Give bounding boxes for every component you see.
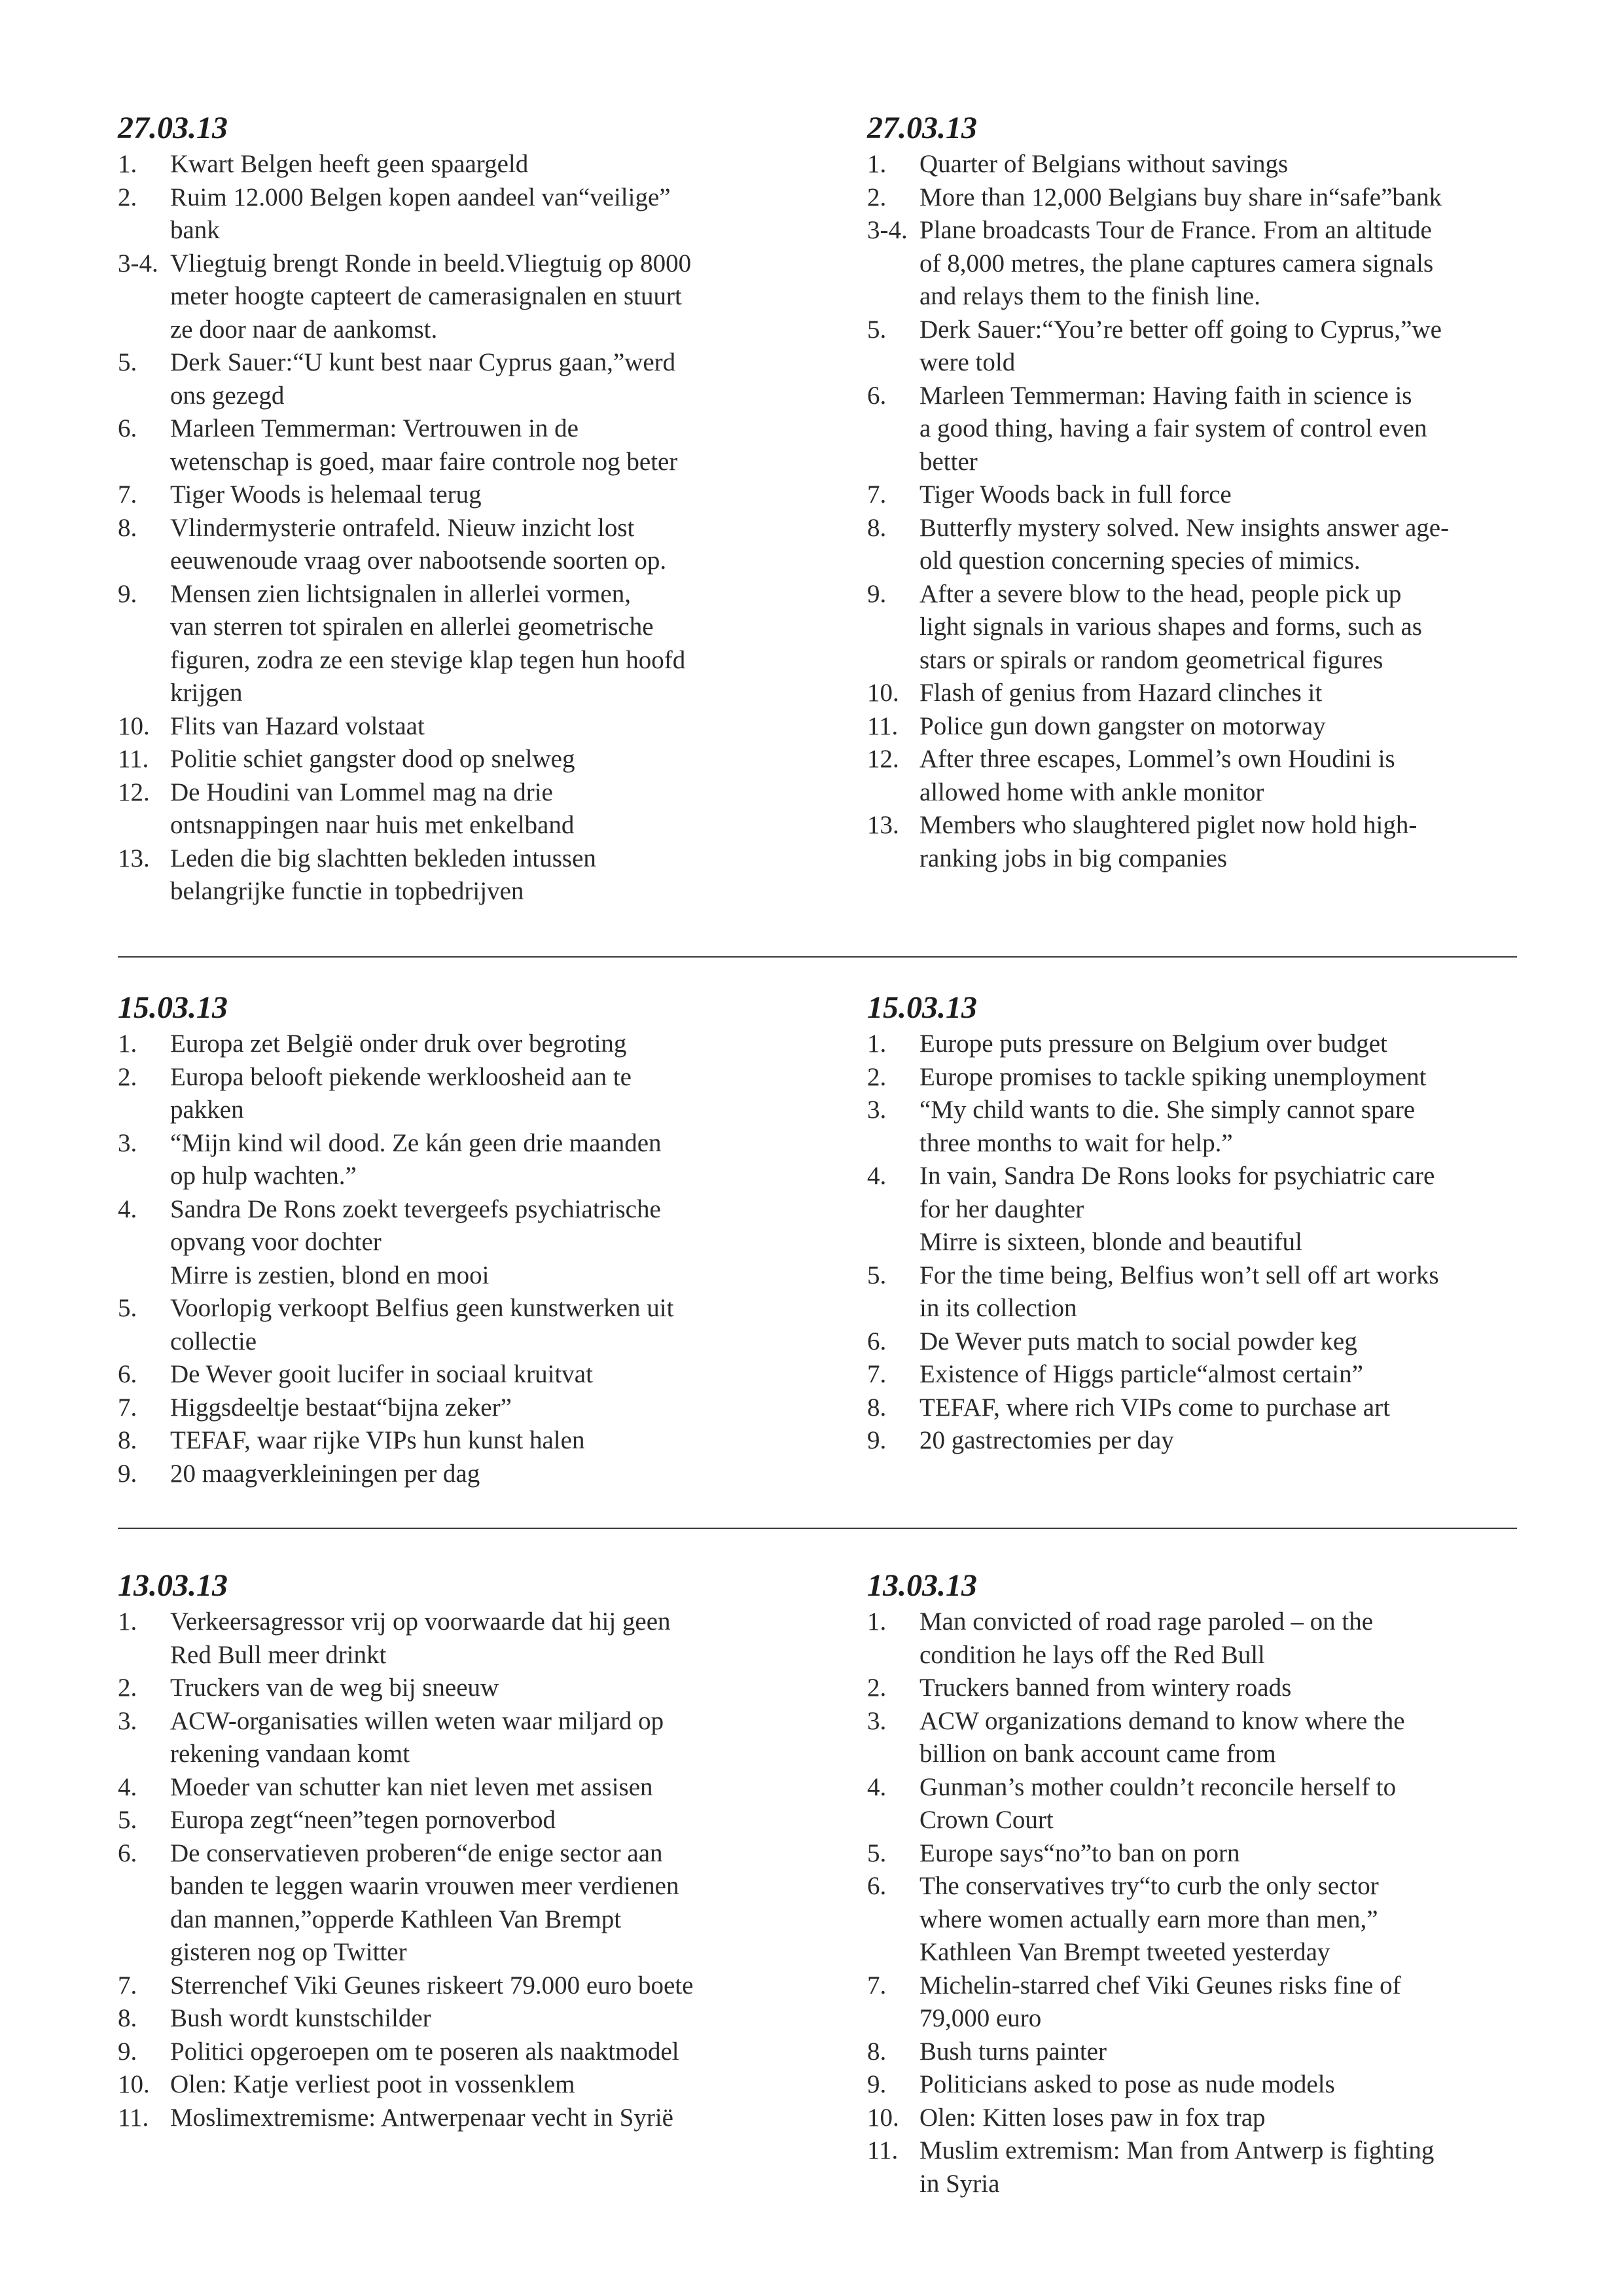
headline-line: Muslim extremism: Man from Antwerp is fighting — [919, 2136, 1435, 2164]
headline-item — [118, 1292, 812, 1358]
headline-item — [867, 181, 1561, 215]
item-number: 12. — [118, 778, 150, 806]
item-number: 8. — [867, 1393, 887, 1422]
headline-line: Olen: Kitten loses paw in fox trap — [919, 2103, 1266, 2132]
item-number: 5. — [118, 1294, 137, 1322]
date-heading: 13.03.13 — [118, 1568, 228, 1603]
item-number: 11. — [118, 2103, 149, 2132]
headline-line: De Wever gooit lucifer in sociaal kruitvat — [170, 1360, 593, 1388]
headline-line: op hulp wachten.” — [170, 1162, 357, 1190]
headline-item — [867, 2068, 1561, 2102]
headline-item — [118, 247, 812, 347]
headline-line: Europa zegt“neen”tegen pornoverbod — [170, 1806, 556, 1834]
headline-line: of 8,000 metres, the plane captures camera signals — [919, 249, 1434, 278]
headline-line: Kathleen Van Brempt tweeted yesterday — [919, 1938, 1330, 1966]
date-heading: 15.03.13 — [867, 990, 977, 1025]
headline-line: “Mijn kind wil dood. Ze kán geen drie maanden — [170, 1128, 662, 1157]
headline-line: Sterrenchef Viki Geunes riskeert 79.000 euro boete — [170, 1971, 694, 2000]
headline-line: Europe says“no”to ban on porn — [919, 1839, 1240, 1867]
headline-item — [118, 2002, 812, 2036]
item-number: 4. — [867, 1162, 887, 1190]
headline-line: Bush wordt kunstschilder — [170, 2004, 431, 2032]
headline-item — [118, 2102, 812, 2135]
headline-item — [118, 1705, 812, 1771]
headline-line: Mirre is zestien, blond en mooi — [170, 1261, 490, 1289]
headline-line: The conservatives try“to curb the only sector — [919, 1872, 1379, 1900]
headline-line: Europe puts pressure on Belgium over budget — [919, 1030, 1387, 1058]
date-heading: 27.03.13 — [118, 111, 228, 145]
item-number: 1. — [118, 1030, 137, 1058]
item-number: 11. — [118, 745, 149, 773]
headline-item — [118, 1391, 812, 1425]
item-number: 3. — [118, 1706, 137, 1735]
headline-item — [118, 1193, 812, 1293]
item-number: 7. — [867, 1360, 887, 1388]
headline-line: De Houdini van Lommel mag na drie — [170, 778, 553, 806]
item-number: 10. — [867, 679, 899, 707]
item-number: 11. — [867, 711, 899, 740]
headline-line: in its collection — [919, 1294, 1077, 1322]
headline-line: After a severe blow to the head, people pick up — [919, 579, 1402, 608]
headline-item — [867, 1094, 1561, 1160]
headline-item — [867, 2102, 1561, 2135]
headline-item — [867, 512, 1561, 578]
headline-line: opvang voor dochter — [170, 1228, 382, 1256]
item-number: 8. — [118, 1426, 137, 1454]
headline-line: Marleen Temmerman: Having faith in science is — [919, 381, 1412, 410]
headline-line: Plane broadcasts Tour de France. From an altitude — [919, 216, 1432, 244]
item-number: 3. — [867, 1706, 887, 1735]
headline-line: Quarter of Belgians without savings — [919, 150, 1289, 178]
item-number: 9. — [118, 579, 137, 608]
item-number: 4. — [118, 1194, 137, 1223]
headline-line: belangrijke functie in topbedrijven — [170, 877, 524, 905]
headline-line: Verkeersagressor vrij op voorwaarde dat hij geen — [170, 1607, 671, 1636]
headline-item — [118, 1424, 812, 1458]
item-number: 7. — [867, 480, 887, 509]
item-number: 3-4. — [118, 249, 158, 278]
headline-line: Moeder van schutter kan niet leven met assisen — [170, 1772, 653, 1801]
date-heading: 13.03.13 — [867, 1568, 977, 1603]
headline-line: allowed home with ankle monitor — [919, 778, 1264, 806]
headline-line: Marleen Temmerman: Vertrouwen in de — [170, 414, 579, 442]
headline-list — [118, 1028, 812, 1490]
headline-line: Vliegtuig brengt Ronde in beeld.Vliegtuig op 8000 — [170, 249, 692, 278]
headline-item — [118, 1804, 812, 1837]
headline-item — [867, 214, 1561, 314]
headline-line: Bush turns painter — [919, 2037, 1107, 2066]
item-number: 5. — [118, 348, 137, 376]
section-divider — [118, 1528, 1517, 1529]
headline-line: 20 gastrectomies per day — [919, 1426, 1174, 1454]
headline-list — [118, 148, 812, 908]
item-number: 9. — [118, 1459, 137, 1488]
item-number: 2. — [867, 183, 887, 211]
headline-item — [867, 1358, 1561, 1391]
headline-line: in Syria — [919, 2169, 1000, 2198]
headline-item — [867, 1672, 1561, 1705]
headline-item — [118, 1771, 812, 1804]
headline-line: ons gezegd — [170, 381, 285, 410]
headline-item — [867, 314, 1561, 380]
headline-line: eeuwenoude vraag over nabootsende soorten op. — [170, 547, 667, 575]
item-number: 6. — [867, 381, 887, 410]
headline-line: Members who slaughtered piglet now hold high- — [919, 811, 1418, 839]
headline-line: Higgsdeeltje bestaat“bijna zeker” — [170, 1393, 512, 1422]
item-number: 8. — [867, 2037, 887, 2066]
headline-item — [118, 2036, 812, 2069]
item-number: 1. — [867, 1030, 887, 1058]
headline-item — [867, 578, 1561, 677]
item-number: 3. — [118, 1128, 137, 1157]
column-english — [867, 1568, 1561, 2200]
headline-line: Mensen zien lichtsignalen in allerlei vormen, — [170, 579, 631, 608]
headline-item — [118, 1837, 812, 1969]
headline-item — [867, 1028, 1561, 1061]
headline-line: ACW-organisaties willen weten waar miljard op — [170, 1706, 664, 1735]
item-number: 7. — [118, 1971, 137, 2000]
headline-item — [867, 710, 1561, 744]
item-number: 2. — [867, 1674, 887, 1702]
headline-item — [867, 1705, 1561, 1771]
date-heading: 15.03.13 — [118, 990, 228, 1025]
item-number: 4. — [867, 1772, 887, 1801]
item-number: 1. — [118, 150, 137, 178]
headline-line: for her daughter — [919, 1194, 1084, 1223]
headline-item — [867, 1160, 1561, 1259]
headline-line: Truckers banned from wintery roads — [919, 1674, 1292, 1702]
headline-item — [118, 842, 812, 908]
headline-item — [867, 743, 1561, 809]
headline-item — [867, 380, 1561, 479]
column-dutch — [118, 1568, 812, 2134]
headline-item — [867, 1259, 1561, 1325]
headline-line: 20 maagverkleiningen per dag — [170, 1459, 480, 1488]
item-number: 3-4. — [867, 216, 908, 244]
headline-list — [867, 148, 1561, 875]
headline-item — [867, 1325, 1561, 1359]
item-number: 5. — [867, 1261, 887, 1289]
headline-item — [867, 1837, 1561, 1871]
headline-line: Politici opgeroepen om te poseren als naaktmodel — [170, 2037, 679, 2066]
headline-item — [867, 2134, 1561, 2200]
headline-line: meter hoogte capteert de camerasignalen en stuurt — [170, 282, 682, 310]
column-english — [867, 990, 1561, 1458]
item-number: 11. — [867, 2136, 899, 2164]
headline-line: Vlindermysterie ontrafeld. Nieuw inzicht lost — [170, 513, 635, 542]
headline-line: ze door naar de aankomst. — [170, 315, 438, 344]
headline-line: Olen: Katje verliest poot in vossenklem — [170, 2070, 575, 2098]
item-number: 6. — [118, 414, 137, 442]
headline-line: ranking jobs in big companies — [919, 844, 1228, 872]
headline-item — [118, 578, 812, 710]
headline-line: better — [919, 447, 978, 476]
item-number: 13. — [867, 811, 899, 839]
item-number: 7. — [118, 1393, 137, 1422]
headline-line: Europe promises to tackle spiking unemployment — [919, 1062, 1427, 1091]
headline-item — [867, 478, 1561, 512]
headline-line: Europa zet België onder druk over begroting — [170, 1030, 627, 1058]
headline-line: After three escapes, Lommel’s own Houdini is — [919, 745, 1395, 773]
headline-line: Voorlopig verkoopt Belfius geen kunstwerken uit — [170, 1294, 674, 1322]
headline-line: dan mannen,”opperde Kathleen Van Brempt — [170, 1905, 622, 1933]
headline-item — [118, 1061, 812, 1127]
headline-item — [118, 346, 812, 412]
headline-item — [118, 1969, 812, 2003]
headline-line: condition he lays off the Red Bull — [919, 1640, 1265, 1669]
item-number: 8. — [867, 513, 887, 542]
headline-line: banden te leggen waarin vrouwen meer verdienen — [170, 1872, 679, 1900]
headline-line: Truckers van de weg bij sneeuw — [170, 1674, 499, 1702]
item-number: 5. — [118, 1806, 137, 1834]
headline-line: TEFAF, where rich VIPs come to purchase art — [919, 1393, 1390, 1422]
headline-line: “My child wants to die. She simply cannot spare — [919, 1096, 1416, 1124]
column-dutch — [118, 110, 812, 908]
headline-item — [118, 776, 812, 842]
headline-line: gisteren nog op Twitter — [170, 1938, 407, 1966]
headline-line: light signals in various shapes and forms, such as — [919, 613, 1422, 641]
headline-line: Leden die big slachtten bekleden intussen — [170, 844, 596, 872]
headline-item — [867, 1969, 1561, 2036]
item-number: 1. — [867, 1607, 887, 1636]
item-number: 2. — [867, 1062, 887, 1091]
item-number: 5. — [867, 1839, 887, 1867]
headline-item — [118, 181, 812, 247]
headline-line: ontsnappingen naar huis met enkelband — [170, 811, 575, 839]
headline-line: three months to wait for help.” — [919, 1128, 1233, 1157]
headline-item — [118, 2068, 812, 2102]
headline-line: Tiger Woods is helemaal terug — [170, 480, 482, 509]
headline-line: where women actually earn more than men,” — [919, 1905, 1378, 1933]
headline-item — [118, 710, 812, 744]
headline-line: Mirre is sixteen, blonde and beautiful — [919, 1228, 1302, 1256]
column-dutch — [118, 990, 812, 1490]
item-number: 6. — [867, 1872, 887, 1900]
headline-line: More than 12,000 Belgians buy share in“safe”bank — [919, 183, 1442, 211]
headline-item — [118, 148, 812, 181]
headline-item — [867, 1771, 1561, 1837]
headline-item — [867, 2036, 1561, 2069]
headline-item — [118, 1605, 812, 1672]
headline-line: wetenschap is goed, maar faire controle nog beter — [170, 447, 678, 476]
headline-line: Moslimextremisme: Antwerpenaar vecht in Syrië — [170, 2103, 673, 2132]
item-number: 7. — [118, 480, 137, 509]
headline-line: TEFAF, waar rijke VIPs hun kunst halen — [170, 1426, 585, 1454]
headline-item — [867, 809, 1561, 875]
headline-line: stars or spirals or random geometrical figures — [919, 645, 1383, 674]
item-number: 9. — [118, 2037, 137, 2066]
item-number: 10. — [118, 711, 150, 740]
headline-item — [118, 1127, 812, 1193]
headline-line: Butterfly mystery solved. New insights answer age- — [919, 513, 1450, 542]
headline-line: Derk Sauer:“U kunt best naar Cyprus gaan,”werd — [170, 348, 676, 376]
headline-line: krijgen — [170, 679, 243, 707]
item-number: 9. — [867, 579, 887, 608]
headline-line: Ruim 12.000 Belgen kopen aandeel van“veilige” — [170, 183, 671, 211]
headline-line: Europa belooft piekende werkloosheid aan te — [170, 1062, 632, 1091]
headline-item — [118, 412, 812, 478]
item-number: 10. — [118, 2070, 150, 2098]
headline-line: Tiger Woods back in full force — [919, 480, 1232, 509]
headline-item — [867, 148, 1561, 181]
headline-line: ACW organizations demand to know where the — [919, 1706, 1405, 1735]
headline-list — [118, 1605, 812, 2134]
item-number: 10. — [867, 2103, 899, 2132]
headline-line: Police gun down gangster on motorway — [919, 711, 1326, 740]
headline-line: Sandra De Rons zoekt tevergeefs psychiatrische — [170, 1194, 661, 1223]
item-number: 8. — [118, 2004, 137, 2032]
headline-item — [118, 478, 812, 512]
date-heading: 27.03.13 — [867, 111, 977, 145]
headline-line: Derk Sauer:“You’re better off going to Cyprus,”we — [919, 315, 1442, 344]
headline-list — [867, 1605, 1561, 2200]
item-number: 9. — [867, 2070, 887, 2098]
headline-line: collectie — [170, 1327, 257, 1355]
item-number: 8. — [118, 513, 137, 542]
headline-line: Kwart Belgen heeft geen spaargeld — [170, 150, 529, 178]
item-number: 1. — [867, 150, 887, 178]
headline-item — [118, 1458, 812, 1491]
headline-line: De Wever puts match to social powder keg — [919, 1327, 1357, 1355]
item-number: 4. — [118, 1772, 137, 1801]
headline-item — [118, 1028, 812, 1061]
headline-line: billion on bank account came from — [919, 1740, 1276, 1768]
item-number: 2. — [118, 183, 137, 211]
headline-item — [867, 1391, 1561, 1425]
headline-item — [118, 1358, 812, 1391]
headline-line: pakken — [170, 1096, 244, 1124]
headline-item — [867, 1605, 1561, 1672]
headline-item — [118, 1672, 812, 1705]
item-number: 2. — [118, 1062, 137, 1091]
headline-line: For the time being, Belfius won’t sell off art works — [919, 1261, 1439, 1289]
column-english — [867, 110, 1561, 875]
item-number: 5. — [867, 315, 887, 344]
headline-line: a good thing, having a fair system of control even — [919, 414, 1427, 442]
headline-item — [867, 1870, 1561, 1969]
headline-line: and relays them to the finish line. — [919, 282, 1260, 310]
headline-line: rekening vandaan komt — [170, 1740, 410, 1768]
headline-line: old question concerning species of mimics. — [919, 547, 1361, 575]
item-number: 7. — [867, 1971, 887, 2000]
headline-item — [867, 1061, 1561, 1094]
headline-list — [867, 1028, 1561, 1458]
headline-line: were told — [919, 348, 1016, 376]
item-number: 9. — [867, 1426, 887, 1454]
headline-line: Flash of genius from Hazard clinches it — [919, 679, 1323, 707]
item-number: 1. — [118, 1607, 137, 1636]
headline-line: Michelin-starred chef Viki Geunes risks fine of — [919, 1971, 1401, 2000]
headline-line: van sterren tot spiralen en allerlei geometrische — [170, 613, 654, 641]
headline-item — [867, 1424, 1561, 1458]
section-divider — [118, 956, 1517, 958]
headline-line: Politicians asked to pose as nude models — [919, 2070, 1335, 2098]
headline-line: Gunman’s mother couldn’t reconcile herself to — [919, 1772, 1397, 1801]
headline-line: bank — [170, 216, 220, 244]
headline-line: Existence of Higgs particle“almost certain” — [919, 1360, 1363, 1388]
headline-item — [867, 677, 1561, 710]
headline-line: Crown Court — [919, 1806, 1054, 1834]
item-number: 3. — [867, 1096, 887, 1124]
headline-line: Flits van Hazard volstaat — [170, 711, 425, 740]
item-number: 12. — [867, 745, 899, 773]
item-number: 6. — [118, 1360, 137, 1388]
item-number: 6. — [118, 1839, 137, 1867]
item-number: 6. — [867, 1327, 887, 1355]
headline-line: Politie schiet gangster dood op snelweg — [170, 745, 575, 773]
headline-line: 79,000 euro — [919, 2004, 1042, 2032]
headline-line: figuren, zodra ze een stevige klap tegen hun hoofd — [170, 645, 686, 674]
headline-line: Red Bull meer drinkt — [170, 1640, 387, 1669]
headline-item — [118, 512, 812, 578]
headline-item — [118, 743, 812, 776]
item-number: 2. — [118, 1674, 137, 1702]
headline-line: De conservatieven proberen“de enige sector aan — [170, 1839, 663, 1867]
item-number: 13. — [118, 844, 150, 872]
headline-line: Man convicted of road rage paroled – on the — [919, 1607, 1374, 1636]
headline-line: In vain, Sandra De Rons looks for psychiatric care — [919, 1162, 1435, 1190]
